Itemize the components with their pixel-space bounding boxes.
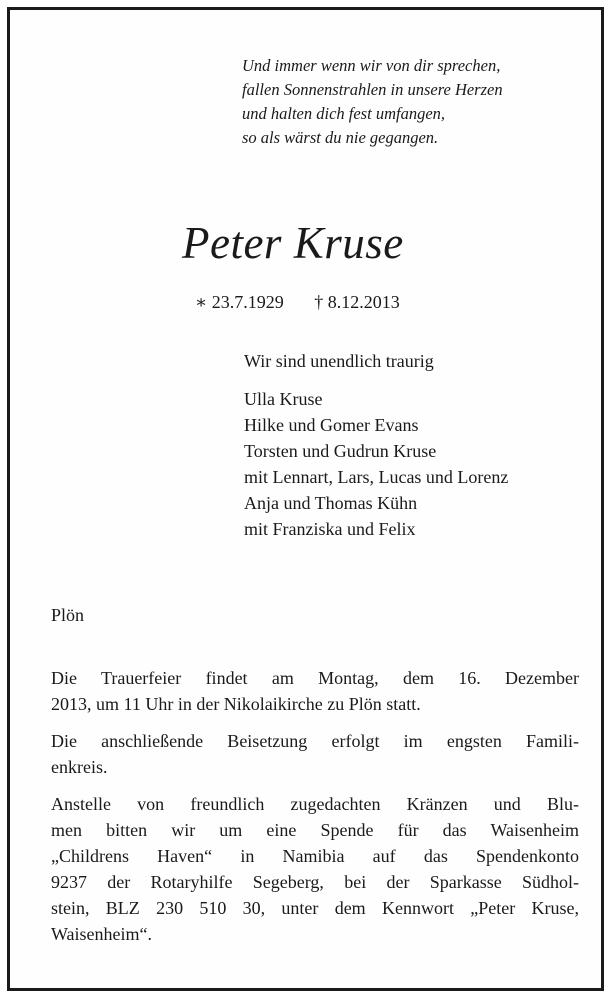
- obituary-notice: [7, 7, 604, 991]
- family-member: mit Franziska und Felix: [244, 519, 416, 539]
- paragraph-line: Die anschließende Beisetzung erfolgt im engsten Famili-: [51, 731, 579, 751]
- memorial-poem: [242, 54, 592, 150]
- notice-paragraphs: [51, 665, 579, 958]
- deceased-name: Peter Kruse: [182, 218, 404, 268]
- place-name: Plön: [51, 605, 85, 625]
- poem-line: Und immer wenn wir von dir sprechen,: [242, 56, 501, 75]
- burial-paragraph: [51, 728, 579, 780]
- paragraph-line: stein, BLZ 230 510 30, unter dem Kennwort „Peter Kruse,: [51, 898, 579, 918]
- paragraph-line: Die Trauerfeier findet am Montag, dem 16. Dezember: [51, 668, 579, 688]
- mourning-intro: Wir sind unendlich traurig: [244, 351, 434, 371]
- paragraph-line: Waisenheim“.: [51, 924, 153, 944]
- paragraph-line: Anstelle von freundlich zugedachten Kränzen und Blu-: [51, 794, 579, 814]
- paragraph-line: 9237 der Rotaryhilfe Segeberg, bei der Sparkasse Südhol-: [51, 872, 579, 892]
- life-dates: [195, 289, 400, 315]
- birth-date: ∗ 23.7.1929: [195, 292, 284, 312]
- paragraph-line: 2013, um 11 Uhr in der Nikolaikirche zu Plön statt.: [51, 694, 421, 714]
- poem-line: fallen Sonnenstrahlen in unsere Herzen: [242, 80, 503, 99]
- family-member: mit Lennart, Lars, Lucas und Lorenz: [244, 467, 509, 487]
- donation-paragraph: [51, 791, 579, 947]
- family-member: Hilke und Gomer Evans: [244, 415, 419, 435]
- poem-line: und halten dich fest umfangen,: [242, 104, 446, 123]
- paragraph-line: enkreis.: [51, 757, 108, 777]
- family-member: Ulla Kruse: [244, 389, 323, 409]
- poem-line: so als wärst du nie gegangen.: [242, 128, 439, 147]
- funeral-paragraph: [51, 665, 579, 717]
- paragraph-line: „Childrens Haven“ in Namibia auf das Spendenkonto: [51, 846, 579, 866]
- death-date: † 8.12.2013: [314, 292, 400, 312]
- paragraph-line: men bitten wir um eine Spende für das Waisenheim: [51, 820, 579, 840]
- family-member: Torsten und Gudrun Kruse: [244, 441, 437, 461]
- family-list: [244, 386, 508, 542]
- family-member: Anja und Thomas Kühn: [244, 493, 418, 513]
